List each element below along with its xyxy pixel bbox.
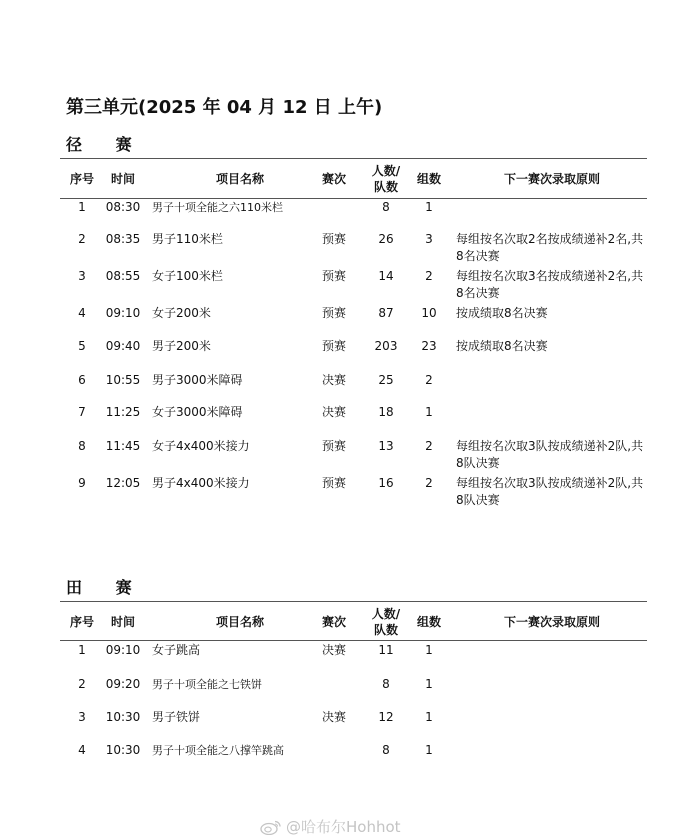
row-no: 4: [78, 743, 86, 757]
row-event-name: 男子十项全能之七铁饼: [152, 678, 262, 691]
track-table: [60, 158, 647, 200]
row-no: 5: [78, 339, 86, 353]
track-header-bottom-rule: [60, 198, 647, 199]
row-no: 7: [78, 405, 86, 419]
row-round: 决赛: [321, 710, 346, 724]
row-no: 2: [78, 232, 86, 246]
row-no: 9: [78, 476, 86, 490]
row-count: 16: [378, 476, 394, 490]
row-groups: 1: [425, 710, 433, 724]
col-header-count: [366, 601, 406, 643]
row-rule: 每组按名次取3名按成绩递补2名,共8名决赛: [456, 269, 644, 300]
row-count: 11: [378, 643, 394, 657]
row-event-name: 女子100米栏: [152, 269, 223, 283]
watermark-text: @哈布尔Hohhot: [286, 818, 401, 836]
row-rule: 按成绩取8名决赛: [456, 306, 548, 320]
col-header-time: 时间: [110, 615, 135, 629]
row-round: 预赛: [321, 339, 346, 353]
col-header-groups: 组数: [416, 615, 441, 629]
col-header-no: 序号: [69, 615, 94, 629]
row-groups: 1: [425, 643, 433, 657]
row-time: 08:55: [105, 269, 141, 283]
row-time: 10:30: [105, 710, 141, 724]
row-groups: 1: [425, 200, 433, 214]
row-event-name: 男子4x400米接力: [152, 476, 250, 490]
row-rule: 每组按名次取3队按成绩递补2队,共8队决赛: [456, 476, 644, 507]
row-event-name: 男子十项全能之八撑竿跳高: [152, 744, 284, 757]
row-event-name: 女子4x400米接力: [152, 439, 250, 453]
row-rule: 每组按名次取2名按成绩递补2名,共8名决赛: [456, 232, 644, 263]
col-header-no: 序号: [69, 172, 94, 186]
row-no: 8: [78, 439, 86, 453]
row-round: 决赛: [321, 643, 346, 657]
row-time: 09:10: [105, 643, 141, 657]
row-count: 14: [378, 269, 394, 283]
col-header-groups: 组数: [416, 172, 441, 186]
row-time: 11:25: [105, 405, 141, 419]
col-header-rule: 下一赛次录取原则: [503, 172, 600, 186]
track-table-header: [60, 158, 647, 200]
row-groups: 2: [425, 476, 433, 490]
col-header-count-line2: 队数: [373, 180, 398, 194]
col-header-round: 赛次: [321, 172, 346, 186]
row-round: 预赛: [321, 306, 346, 320]
col-header-rule: 下一赛次录取原则: [503, 615, 600, 629]
col-header-name: 项目名称: [215, 172, 264, 186]
row-rule: 按成绩取8名决赛: [456, 339, 548, 353]
field-table: [60, 601, 647, 643]
row-groups: 3: [425, 232, 433, 246]
col-header-count-line1: 人数/: [371, 164, 401, 178]
row-count: 18: [378, 405, 394, 419]
row-time: 09:40: [105, 339, 141, 353]
col-header-time: 时间: [110, 172, 135, 186]
row-time: 08:35: [105, 232, 141, 246]
row-event-name: 男子200米: [152, 339, 211, 353]
track-section-title: 径 赛: [66, 135, 146, 154]
row-round: 预赛: [321, 232, 346, 246]
row-no: 6: [78, 373, 86, 387]
field-table-header: [60, 601, 647, 643]
row-groups: 2: [425, 373, 433, 387]
row-no: 3: [78, 269, 86, 283]
row-time: 12:05: [105, 476, 141, 490]
row-time: 09:20: [105, 677, 141, 691]
col-header-name: 项目名称: [215, 615, 264, 629]
row-event-name: 男子3000米障碍: [152, 373, 243, 387]
row-count: 12: [378, 710, 394, 724]
row-count: 8: [382, 200, 390, 214]
row-time: 09:10: [105, 306, 141, 320]
row-groups: 1: [425, 405, 433, 419]
row-no: 1: [78, 643, 86, 657]
row-round: 预赛: [321, 439, 346, 453]
row-count: 87: [378, 306, 394, 320]
row-no: 2: [78, 677, 86, 691]
field-header-bottom-rule: [60, 640, 647, 641]
row-count: 25: [378, 373, 394, 387]
row-event-name: 男子铁饼: [152, 710, 201, 724]
row-count: 203: [374, 339, 398, 353]
row-event-name: 女子200米: [152, 306, 211, 320]
row-groups: 1: [425, 743, 433, 757]
row-groups: 10: [421, 306, 437, 320]
unit-title: 第三单元(2025 年 04 月 12 日 上午): [66, 97, 383, 118]
row-event-name: 女子跳高: [152, 643, 201, 657]
row-groups: 23: [421, 339, 437, 353]
row-round: 预赛: [321, 269, 346, 283]
row-time: 08:30: [105, 200, 141, 214]
row-round: 预赛: [321, 476, 346, 490]
col-header-round: 赛次: [321, 615, 346, 629]
row-event-name: 男子110米栏: [152, 232, 223, 246]
row-time: 10:55: [105, 373, 141, 387]
row-time: 11:45: [105, 439, 141, 453]
row-round: 决赛: [321, 405, 346, 419]
row-groups: 1: [425, 677, 433, 691]
row-count: 26: [378, 232, 394, 246]
row-count: 8: [382, 677, 390, 691]
row-groups: 2: [425, 269, 433, 283]
row-no: 1: [78, 200, 86, 214]
weibo-logo-icon: [260, 819, 282, 835]
row-event-name: 女子3000米障碍: [152, 405, 243, 419]
row-round: 决赛: [321, 373, 346, 387]
col-header-count-line1: 人数/: [371, 607, 401, 621]
col-header-count: [366, 158, 406, 200]
row-time: 10:30: [105, 743, 141, 757]
row-no: 4: [78, 306, 86, 320]
row-event-name: 男子十项全能之六110米栏: [152, 201, 283, 214]
row-rule: 每组按名次取3队按成绩递补2队,共8队决赛: [456, 439, 644, 470]
row-count: 8: [382, 743, 390, 757]
col-header-count-line2: 队数: [373, 623, 398, 637]
row-count: 13: [378, 439, 394, 453]
row-no: 3: [78, 710, 86, 724]
field-section-title: 田 赛: [66, 578, 146, 597]
watermark: [260, 816, 401, 837]
row-groups: 2: [425, 439, 433, 453]
